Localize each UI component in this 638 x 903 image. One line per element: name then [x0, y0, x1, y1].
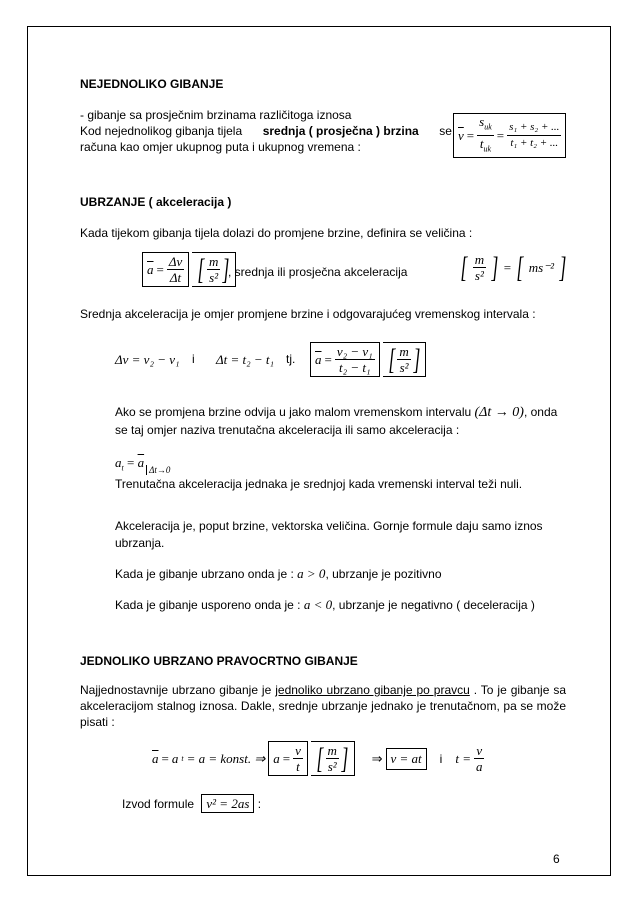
- unit-ms-2: ms⁻²: [528, 259, 555, 275]
- right-bracket-4: ]: [413, 342, 421, 376]
- t2-minus-t1: t₂ − t₁: [339, 360, 371, 375]
- nejednoliko-line2-c: se: [439, 124, 452, 138]
- derive-line: [122, 796, 261, 812]
- jednoliko-underlined: jednoliko ubrzano gibanje po pravcu: [275, 683, 470, 697]
- nejednoliko-line2-a: Kod nejednolikog gibanja tijela: [80, 124, 243, 138]
- v-over-t: [293, 743, 303, 774]
- equals-sign-2: =: [496, 127, 505, 143]
- conj-tj: tj.: [286, 352, 296, 366]
- formula-average-speed: [453, 113, 566, 158]
- negative-acc-line: [115, 597, 535, 613]
- inst-line1: [115, 405, 557, 421]
- formula-average-acceleration: [142, 252, 236, 287]
- implies-arrow: ⇒: [371, 750, 383, 766]
- section-title-nejednoliko: NEJEDNOLIKO GIBANJE: [80, 77, 224, 91]
- v2-minus-v1: v₂ − v₁: [336, 344, 373, 359]
- inst-text-a: Ako se promjena brzine odvija u jako malom vremenskom intervalu: [115, 405, 472, 419]
- ratio-text: Srednja akceleracija je omjer promjene brzine i odgovarajućeg vremenskog intervala :: [80, 307, 536, 321]
- delta-v-def: Δv = v₂ − v₁: [115, 352, 180, 367]
- ubrzanje-intro: Kada tijekom gibanja tijela dolazi do promjene brzine, definira se veličina :: [80, 226, 473, 240]
- delta-v: Δv: [168, 254, 183, 269]
- sub-uk-2: uk: [483, 144, 492, 154]
- a-sym-2: a: [273, 750, 280, 766]
- formula-a-ratio: [310, 342, 426, 377]
- a-less-zero: a < 0: [303, 597, 333, 612]
- nejednoliko-line2: [80, 124, 452, 138]
- jednoliko-text-a: Najjednostavnije ubrzano gibanje je: [80, 683, 272, 697]
- neg-text-a: Kada je gibanje usporeno onda je :: [115, 598, 301, 612]
- unit-m-2: m: [474, 252, 485, 267]
- nejednoliko-line2-bold: srednja ( prosječna ) brzina: [262, 124, 419, 138]
- jednoliko-paragraph: [80, 682, 566, 730]
- eq-a: =: [156, 261, 164, 277]
- delta-t: Δt: [169, 270, 182, 285]
- v-at-box: v = at: [386, 748, 427, 770]
- a-bar: $\overline{a}$: [147, 261, 154, 277]
- pos-text-a: Kada je gibanje ubrzano onda je :: [115, 567, 294, 581]
- t-den: t: [296, 759, 300, 774]
- vector-text: Akceleracija je, poput brzine, vektorska veličina. Gornje formule daju samo iznos ubrzanja.: [115, 519, 543, 550]
- unit-m-4: m: [327, 743, 337, 758]
- const-rest: = a = konst. ⇒: [186, 750, 266, 766]
- formula-constant-acceleration: $\overline{a}$ = a t = a = konst. ⇒ a = $\frac{v}{t}$ [ $\frac{m}{\text{s²}}$ ] ⇒ v = at i t = $\frac{v}{a}$: [152, 741, 483, 775]
- unit-fraction-3: [397, 344, 410, 375]
- derive-text: Izvod formule: [122, 797, 195, 811]
- right-bracket-3: ]: [559, 250, 567, 284]
- right-bracket: ]: [222, 252, 230, 286]
- formula-instant-acceleration: $a_t = \overline{a}$ $_{\Delta t\to 0}$: [115, 455, 171, 475]
- a-bar-4: $\overline{a}$: [152, 750, 159, 766]
- unit-fraction: [207, 254, 220, 285]
- inst-text-b: , onda: [523, 405, 558, 419]
- a-v-t-box: [268, 741, 308, 776]
- positive-acc-line: [115, 566, 442, 582]
- inst-line2: se taj omjer naziva trenutačna akceleracija ili samo akceleracija :: [115, 423, 460, 437]
- fraction-sum: [507, 120, 561, 151]
- section-title-ubrzanje: UBRZANJE ( akceleracija ): [80, 195, 232, 209]
- a-bar-3: $\overline{a}$: [137, 455, 145, 470]
- sum-s: s₁ + s₂ + ...: [507, 120, 561, 136]
- a-t: a: [115, 455, 122, 470]
- a-bar-2: $\overline{a}$: [315, 351, 322, 367]
- unit-m-3: m: [399, 344, 409, 359]
- formula-unit-equivalence: [458, 252, 569, 283]
- eq-ratio: =: [324, 351, 332, 367]
- v-num: v: [295, 743, 301, 758]
- a-greater-zero: a > 0: [297, 566, 326, 581]
- a-sym: a: [171, 750, 179, 766]
- v-over-a: [474, 743, 485, 774]
- avg-acc-box: [142, 252, 189, 287]
- nejednoliko-line1: - gibanje sa prosječnim brzinama različitoga iznosa: [80, 108, 352, 122]
- unit-fraction-2: [473, 252, 486, 283]
- v-t-difference-fraction: [335, 344, 375, 375]
- nejednoliko-line3: računa kao omjer ukupnog puta i ukupnog vremena :: [80, 140, 361, 154]
- page-number: 6: [553, 852, 560, 866]
- derive-colon: :: [257, 797, 262, 811]
- left-bracket-2: [: [460, 250, 468, 284]
- right-bracket-2: ]: [491, 250, 499, 284]
- limit-dt-0: Δt→0: [146, 465, 170, 475]
- unit-s2-2: s²: [474, 268, 484, 283]
- avg-acc-label: , srednja ili prosječna akceleracija: [228, 265, 408, 279]
- v-bar-symbol: $\overline{v}$: [458, 127, 464, 143]
- dt-to-zero: (Δt → 0): [474, 405, 524, 420]
- a-ratio-box: [310, 342, 380, 377]
- unit-s2: s²: [209, 270, 219, 285]
- neg-text-b: , ubrzanje je negativno ( deceleracija ): [332, 598, 535, 612]
- unit-s2-4: s²: [327, 759, 337, 774]
- sum-t: t₁ + t₂ + ...: [510, 137, 559, 149]
- v2-2as-box: v² = 2as: [201, 794, 254, 813]
- conj-i-2: i: [439, 751, 443, 766]
- unit-s2-3: s²: [399, 360, 409, 375]
- left-bracket-5: [: [316, 741, 324, 775]
- s-uk: s: [479, 114, 485, 130]
- left-bracket-4: [: [388, 342, 396, 376]
- eq-avt: =: [282, 750, 291, 766]
- sub-uk: uk: [484, 123, 492, 132]
- left-bracket-3: [: [516, 250, 524, 284]
- dv-dt-fraction: [167, 254, 184, 285]
- unit-box-2: [383, 342, 427, 377]
- v-num-2: v: [474, 743, 485, 759]
- unit-m: m: [208, 254, 219, 269]
- eq-unit: =: [503, 259, 512, 275]
- inst-equal-text: Trenutačna akceleracija jednaka je srednjoj kada vremenski interval teži nuli.: [115, 477, 523, 491]
- right-bracket-5: ]: [341, 741, 349, 775]
- t-equals: t =: [455, 750, 471, 766]
- unit-fraction-4: [326, 743, 339, 774]
- conj-i: i: [192, 352, 195, 366]
- unit-box-3: [311, 741, 355, 776]
- section-title-jednoliko: JEDNOLIKO UBRZANO PRAVOCRTNO GIBANJE: [80, 654, 358, 668]
- equals-sign: =: [466, 127, 475, 143]
- delta-t-def: Δt = t₂ − t₁: [216, 352, 275, 367]
- t-uk: t: [479, 136, 484, 151]
- pos-text-b: , ubrzanje je pozitivno: [325, 567, 442, 581]
- a-den: a: [475, 759, 483, 774]
- sub-t-2: t: [181, 754, 184, 763]
- left-bracket: [: [197, 252, 205, 286]
- sub-t: t: [121, 463, 124, 473]
- fraction-s-t-uk: [477, 114, 494, 156]
- jednoliko-text-b: . To je gibanje sa akceleracijom stalnog iznosa. Dakle, srednje ubrzanje jednako je trenutačnom, pa se može pisati :: [80, 683, 567, 729]
